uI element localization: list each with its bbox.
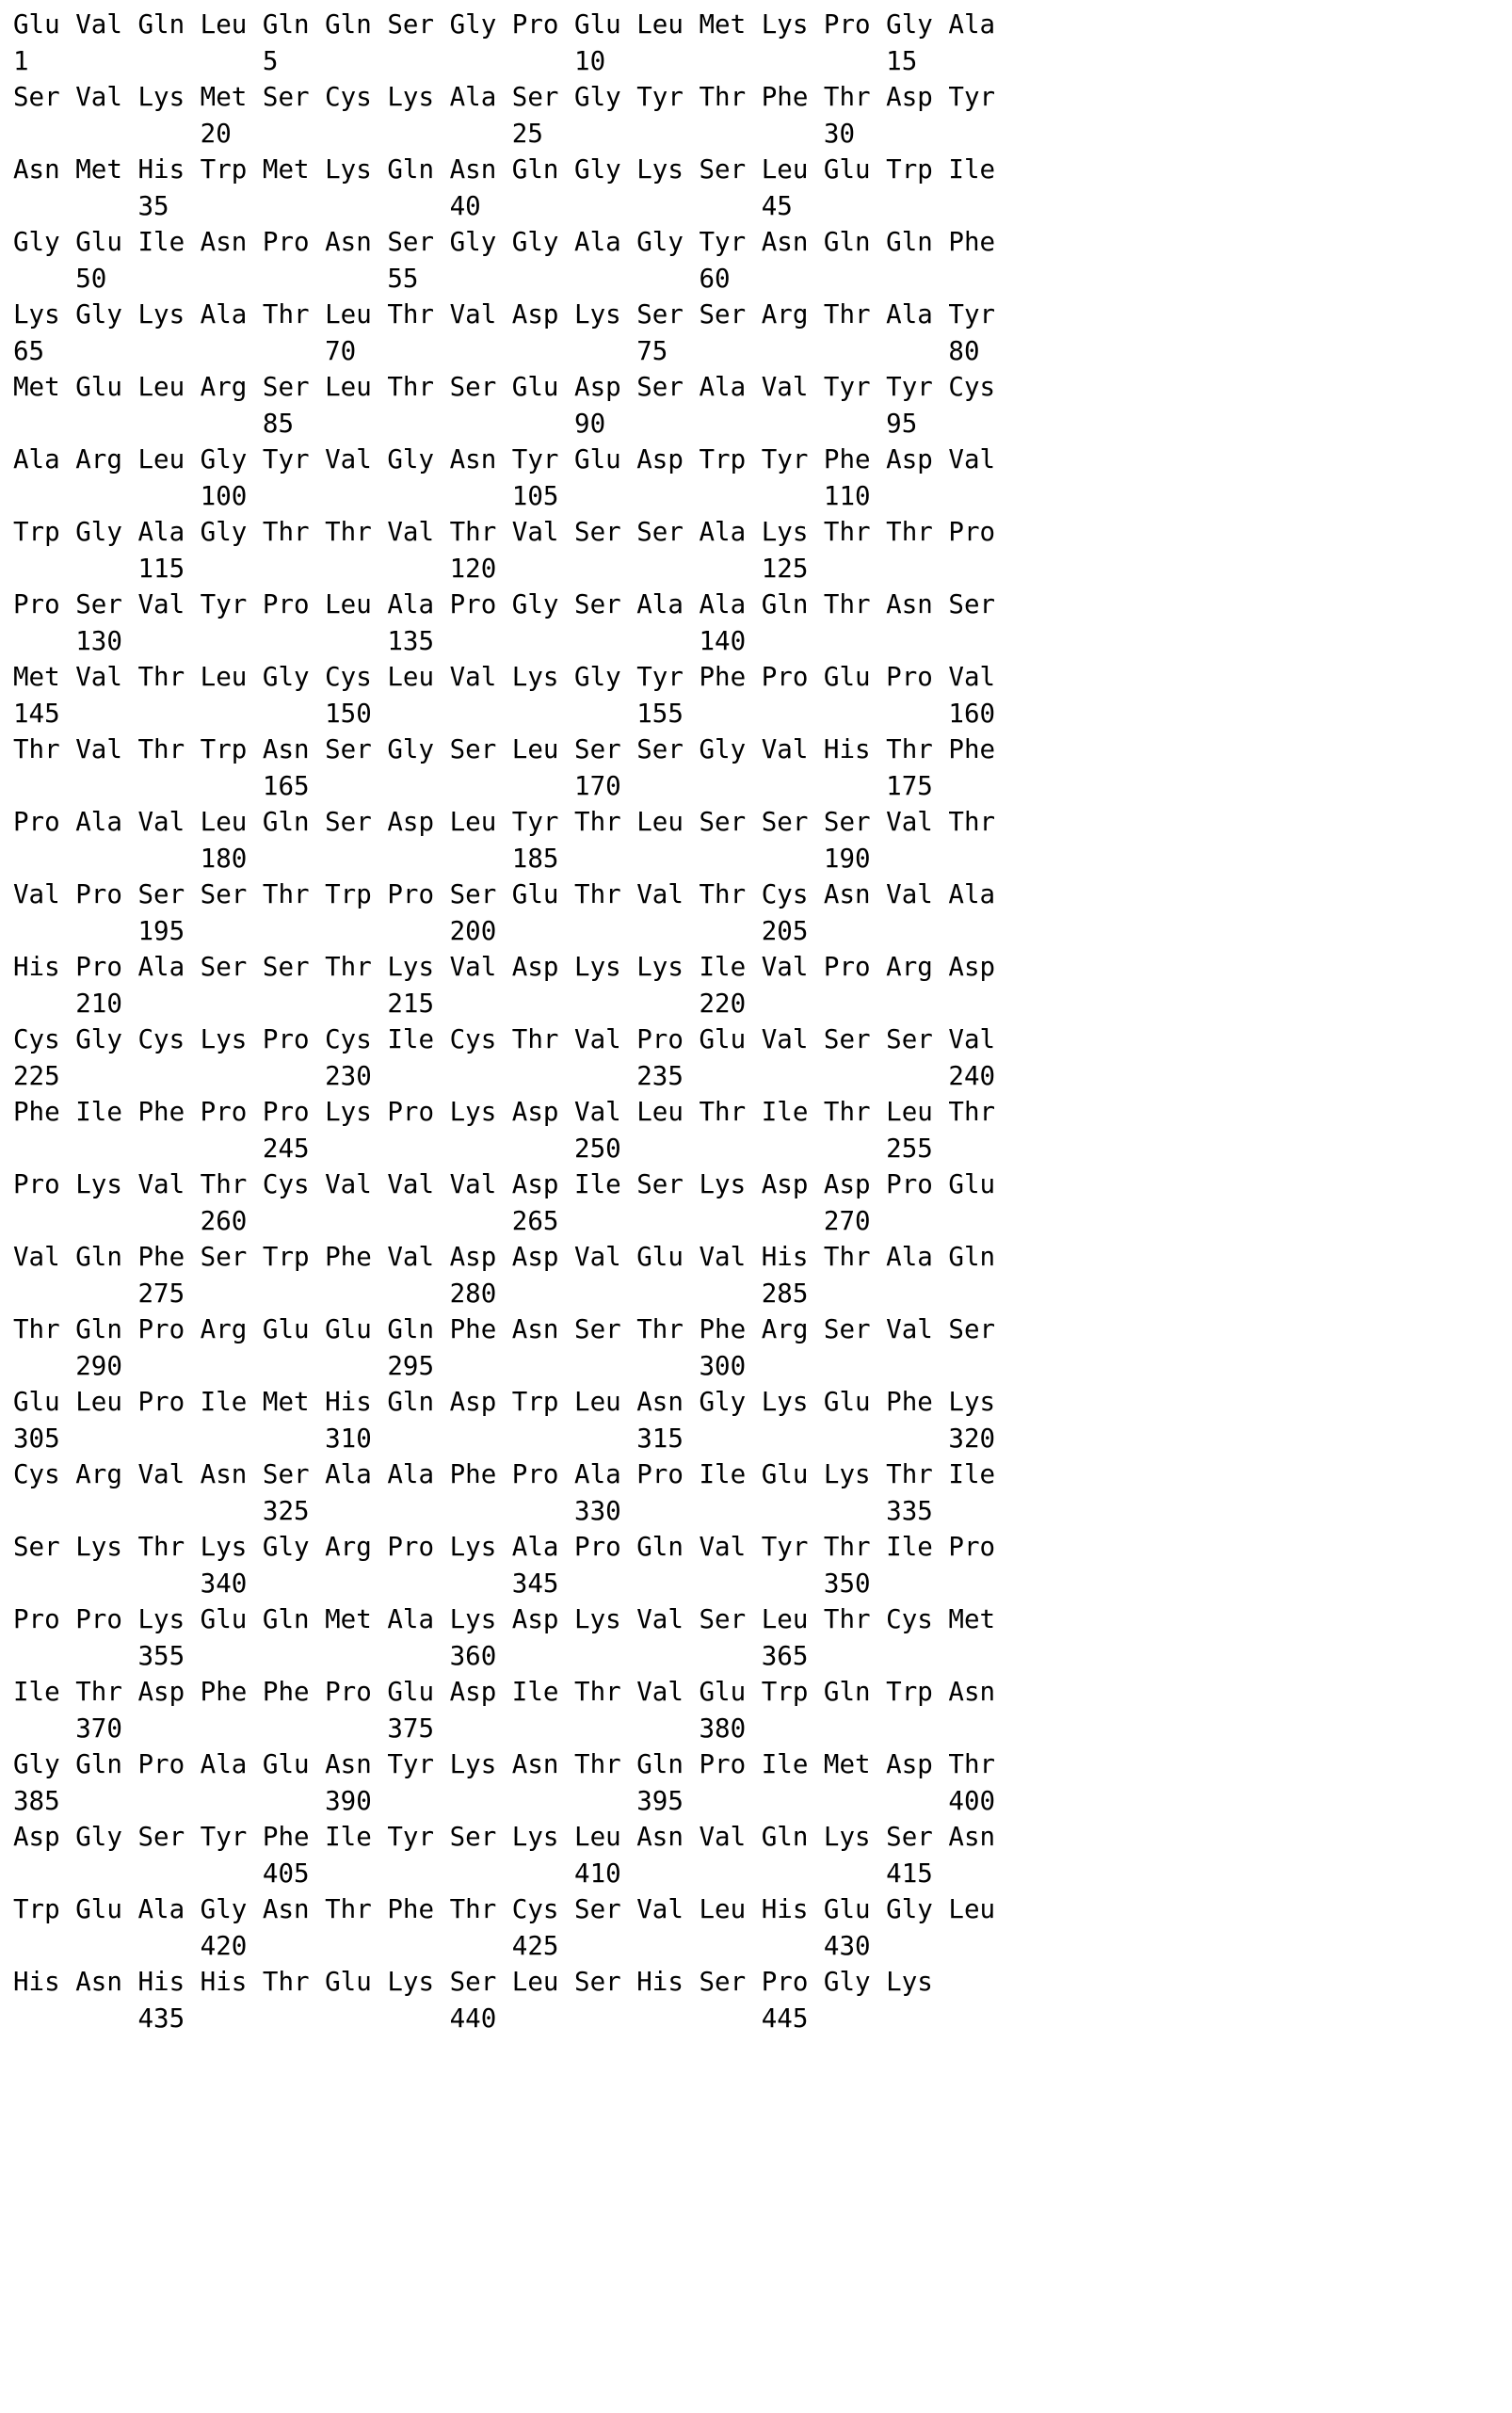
sequence-line-block (13, 370, 1512, 442)
residue-number-row: 290 295 300 (13, 1351, 747, 1381)
residue-row: Phe Ile Phe Pro Pro Lys Pro Lys Asp Val Leu Thr Ile Thr Leu Thr (13, 1097, 996, 1127)
residue-number-row: 420 425 430 (13, 1931, 871, 1961)
residue-number-row: 245 250 255 (13, 1134, 933, 1164)
residue-number-row: 115 120 125 (13, 554, 809, 584)
sequence-line-block (13, 442, 1512, 515)
sequence-line-block (13, 950, 1512, 1022)
sequence-line-block (13, 298, 1512, 370)
residue-row: Gly Glu Ile Asn Pro Asn Ser Gly Gly Ala Gly Tyr Asn Gln Gln Phe (13, 227, 996, 257)
residue-row: Ala Arg Leu Gly Tyr Val Gly Asn Tyr Glu Asp Trp Tyr Phe Asp Val (13, 444, 996, 475)
residue-number-row: 165 170 175 (13, 771, 933, 801)
residue-number-row: 50 55 60 (13, 264, 731, 294)
residue-row: Pro Lys Val Thr Cys Val Val Val Asp Ile Ser Lys Asp Asp Pro Glu (13, 1169, 996, 1199)
residue-number-row: 1 5 10 15 (13, 46, 918, 76)
residue-row: Met Glu Leu Arg Ser Leu Thr Ser Glu Asp Ser Ala Val Tyr Tyr Cys (13, 372, 996, 402)
residue-row: Pro Ser Val Tyr Pro Leu Ala Pro Gly Ser Ala Ala Gln Thr Asn Ser (13, 589, 996, 619)
residue-number-row: 305 310 315 320 (13, 1424, 996, 1454)
residue-row: Glu Val Gln Leu Gln Gln Ser Gly Pro Glu Leu Met Lys Pro Gly Ala (13, 9, 996, 40)
residue-number-row: 385 390 395 400 (13, 1786, 996, 1816)
sequence-line-block (13, 1022, 1512, 1095)
sequence-line-block (13, 153, 1512, 225)
sequence-line-block (13, 8, 1512, 80)
residue-number-row: 195 200 205 (13, 916, 809, 946)
sequence-line-block (13, 1602, 1512, 1675)
residue-number-row: 145 150 155 160 (13, 699, 996, 729)
residue-row: Thr Gln Pro Arg Glu Glu Gln Phe Asn Ser Thr Phe Arg Ser Val Ser (13, 1314, 996, 1344)
sequence-line-block (13, 1095, 1512, 1167)
sequence-line-block (13, 1965, 1512, 2037)
residue-number-row: 355 360 365 (13, 1641, 809, 1671)
residue-number-row: 370 375 380 (13, 1713, 747, 1744)
residue-row: Pro Pro Lys Glu Gln Met Ala Lys Asp Lys Val Ser Leu Thr Cys Met (13, 1604, 996, 1634)
residue-number-row: 405 410 415 (13, 1858, 933, 1889)
residue-number-row: 435 440 445 (13, 2003, 809, 2034)
sequence-line-block (13, 1530, 1512, 1602)
residue-row: Met Val Thr Leu Gly Cys Leu Val Lys Gly Tyr Phe Pro Glu Pro Val (13, 662, 996, 692)
residue-number-row: 100 105 110 (13, 481, 871, 511)
sequence-line-block (13, 515, 1512, 587)
sequence-line-block (13, 587, 1512, 660)
residue-number-row: 65 70 75 80 (13, 336, 980, 366)
residue-row: Val Pro Ser Ser Thr Trp Pro Ser Glu Thr Val Thr Cys Asn Val Ala (13, 879, 996, 909)
residue-row: Pro Ala Val Leu Gln Ser Asp Leu Tyr Thr Leu Ser Ser Ser Val Thr (13, 807, 996, 837)
residue-number-row: 130 135 140 (13, 626, 747, 656)
residue-number-row: 260 265 270 (13, 1206, 871, 1236)
sequence-line-block (13, 1892, 1512, 1965)
residue-row: Cys Arg Val Asn Ser Ala Ala Phe Pro Ala Pro Ile Glu Lys Thr Ile (13, 1459, 996, 1489)
sequence-line-block (13, 1675, 1512, 1747)
sequence-line-block (13, 1820, 1512, 1892)
sequence-line-block (13, 225, 1512, 298)
residue-number-row: 225 230 235 240 (13, 1061, 996, 1091)
residue-row: Glu Leu Pro Ile Met His Gln Asp Trp Leu Asn Gly Lys Glu Phe Lys (13, 1387, 996, 1417)
residue-row: Val Gln Phe Ser Trp Phe Val Asp Asp Val Glu Val His Thr Ala Gln (13, 1242, 996, 1272)
sequence-line-block (13, 1747, 1512, 1820)
sequence-line-block (13, 1167, 1512, 1240)
sequence-line-block (13, 660, 1512, 732)
residue-number-row: 325 330 335 (13, 1496, 933, 1526)
residue-row: Gly Gln Pro Ala Glu Asn Tyr Lys Asn Thr Gln Pro Ile Met Asp Thr (13, 1749, 996, 1779)
residue-number-row: 35 40 45 (13, 191, 793, 221)
sequence-line-block (13, 732, 1512, 805)
residue-number-row: 20 25 30 (13, 119, 856, 149)
sequence-line-block (13, 805, 1512, 877)
residue-row: His Pro Ala Ser Ser Thr Lys Val Asp Lys Lys Ile Val Pro Arg Asp (13, 952, 996, 982)
residue-row: Ser Val Lys Met Ser Cys Lys Ala Ser Gly Tyr Thr Phe Thr Asp Tyr (13, 82, 996, 112)
sequence-line-block (13, 1385, 1512, 1457)
sequence-line-block (13, 80, 1512, 153)
sequence-line-block (13, 1457, 1512, 1530)
residue-number-row: 340 345 350 (13, 1568, 871, 1599)
residue-row: Thr Val Thr Trp Asn Ser Gly Ser Leu Ser Ser Gly Val His Thr Phe (13, 734, 996, 764)
residue-number-row: 210 215 220 (13, 989, 747, 1019)
sequence-line-block (13, 1312, 1512, 1385)
residue-row: Ile Thr Asp Phe Phe Pro Glu Asp Ile Thr Val Glu Trp Gln Trp Asn (13, 1677, 996, 1707)
residue-row: Ser Lys Thr Lys Gly Arg Pro Lys Ala Pro Gln Val Tyr Thr Ile Pro (13, 1532, 996, 1562)
residue-row: Lys Gly Lys Ala Thr Leu Thr Val Asp Lys Ser Ser Arg Thr Ala Tyr (13, 299, 996, 330)
residue-row: Asp Gly Ser Tyr Phe Ile Tyr Ser Lys Leu Asn Val Gln Lys Ser Asn (13, 1822, 996, 1852)
residue-row: Trp Glu Ala Gly Asn Thr Phe Thr Cys Ser Val Leu His Glu Gly Leu (13, 1894, 996, 1924)
residue-number-row: 85 90 95 (13, 409, 918, 439)
residue-row: Asn Met His Trp Met Lys Gln Asn Gln Gly Lys Ser Leu Glu Trp Ile (13, 154, 996, 185)
residue-row: Trp Gly Ala Gly Thr Thr Val Thr Val Ser Ser Ala Lys Thr Thr Pro (13, 517, 996, 547)
residue-row: His Asn His His Thr Glu Lys Ser Leu Ser His Ser Pro Gly Lys (13, 1967, 933, 1997)
sequence-line-block (13, 1240, 1512, 1312)
residue-number-row: 180 185 190 (13, 844, 871, 874)
sequence-line-block (13, 877, 1512, 950)
residue-row: Cys Gly Cys Lys Pro Cys Ile Cys Thr Val Pro Glu Val Ser Ser Val (13, 1024, 996, 1054)
residue-number-row: 275 280 285 (13, 1279, 809, 1309)
